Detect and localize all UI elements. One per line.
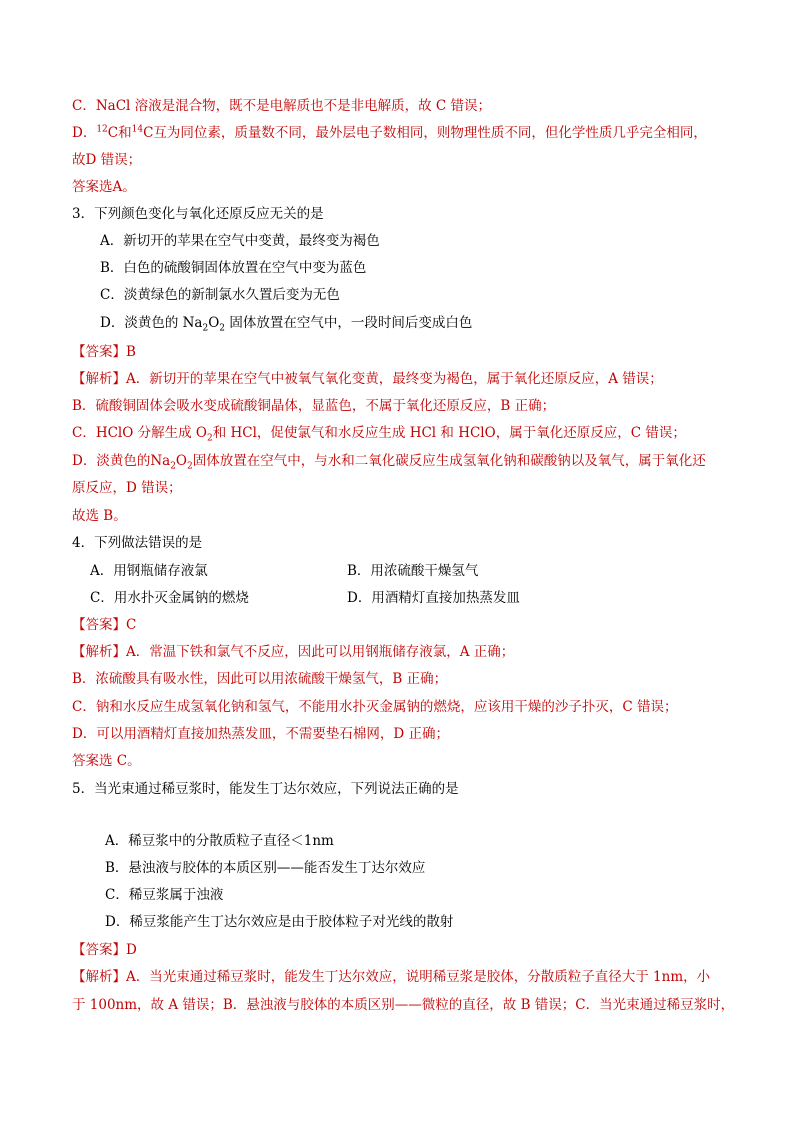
- q3-analysis-b: B．硫酸铜固体会吸水变成硫酸铜晶体，显蓝色，不属于氧化还原反应，B 正确；: [72, 398, 556, 414]
- q4-option-c: C．用水扑灭金属钠的燃烧: [90, 590, 249, 606]
- answer-value: B: [126, 344, 136, 360]
- q5-option-c: C．稀豆浆属于浊液: [105, 887, 224, 903]
- q3-stem: 3．下列颜色变化与氧化还原反应无关的是: [72, 206, 324, 222]
- q3-option-d: D．淡黄色的 $Na_2O_2$ 固体放置在空气中，一段时间后变成白色: [100, 315, 473, 334]
- q2-explanation-d-cont: 故D 错误；: [72, 152, 142, 168]
- q5-stem: 5．当光束通过稀豆浆时，能发生丁达尔效应，下列说法正确的是: [72, 781, 459, 797]
- q5-option-b: B．悬浊液与胶体的本质区别——能否发生丁达尔效应: [105, 860, 426, 876]
- analysis-label: 【解析】: [72, 371, 126, 387]
- q4-conclusion: 答案选 C。: [72, 753, 141, 769]
- answer-label: 【答案】: [72, 344, 126, 360]
- q2-explanation-d: D．$^{12}$C和$^{14}$C互为同位素，质量数不同，最外层电子数相同，则物理性质不同，但化学性质几乎完全相同，: [72, 124, 707, 141]
- q3-analysis-a: 【解析】A．新切开的苹果在空气中被氧气氧化变黄，最终变为褐色，属于氧化还原反应，A 错误；: [72, 371, 663, 387]
- q3-analysis-c: C．HClO 分解生成 $O_2$和 HCl，促使氯气和水反应生成 HCl 和 HClO，属于氧化还原反应，C 错误；: [72, 425, 686, 444]
- q4-option-a: A．用钢瓶储存液氯: [90, 563, 208, 579]
- q2-explanation-c: C．NaCl 溶液是混合物，既不是电解质也不是非电解质，故 C 错误；: [72, 98, 492, 114]
- answer-value: D: [126, 942, 137, 958]
- q3-option-c: C．淡黄绿色的新制氯水久置后变为无色: [100, 287, 340, 303]
- answer-label: 【答案】: [72, 942, 126, 958]
- q3-option-b: B．白色的硫酸铜固体放置在空气中变为蓝色: [100, 260, 367, 276]
- q4-option-b: B．用浓硫酸干燥氢气: [347, 563, 479, 579]
- q4-stem: 4．下列做法错误的是: [72, 535, 203, 551]
- q4-analysis-a: 【解析】A．常温下铁和氯气不反应，因此可以用钢瓶储存液氯，A 正确；: [72, 644, 515, 660]
- q4-analysis-d: D．可以用酒精灯直接加热蒸发皿，不需要垫石棉网，D 正确；: [72, 726, 449, 742]
- analysis-label: 【解析】: [72, 644, 126, 660]
- answer-label: 【答案】: [72, 617, 126, 633]
- answer-value: C: [126, 617, 137, 633]
- q3-conclusion: 故选 B。: [72, 508, 127, 524]
- q5-answer: [72, 941, 137, 959]
- q3-option-a: A．新切开的苹果在空气中变黄，最终变为褐色: [100, 233, 380, 249]
- q4-analysis-c: C．钠和水反应生成氢氧化钠和氢气，不能用水扑灭金属钠的燃烧，应该用干燥的沙子扑灭，C 错误；: [72, 699, 678, 715]
- q5-option-d: D．稀豆浆能产生丁达尔效应是由于胶体粒子对光线的散射: [105, 914, 454, 930]
- q4-analysis-b: B．浓硫酸具有吸水性，因此可以用浓硫酸干燥氢气，B 正确；: [72, 671, 448, 687]
- q5-analysis-line2: 于 100nm，故 A 错误；B．悬浊液与胶体的本质区别——微粒的直径，故 B 错误；C．当光束通过稀豆浆时，: [72, 997, 735, 1013]
- q4-answer: [72, 616, 136, 634]
- q3-analysis-d: D．淡黄色的$Na_2O_2$固体放置在空气中，与水和二氧化碳反应生成氢氧化钠和碳酸钠以及氧气，属于氧化还: [72, 453, 706, 472]
- q5-option-a: A．稀豆浆中的分散质粒子直径＜1nm: [105, 833, 334, 849]
- analysis-label: 【解析】: [72, 969, 126, 985]
- q3-answer: [72, 343, 136, 361]
- q4-option-d: D．用酒精灯直接加热蒸发皿: [347, 590, 520, 606]
- q5-analysis-line1: 【解析】A．当光束通过稀豆浆时，能发生丁达尔效应，说明稀豆浆是胶体，分散质粒子直径大于 1nm，小: [72, 969, 711, 985]
- q2-answer: 答案选A。: [72, 179, 136, 195]
- q3-analysis-d-cont: 原反应，D 错误；: [72, 480, 182, 496]
